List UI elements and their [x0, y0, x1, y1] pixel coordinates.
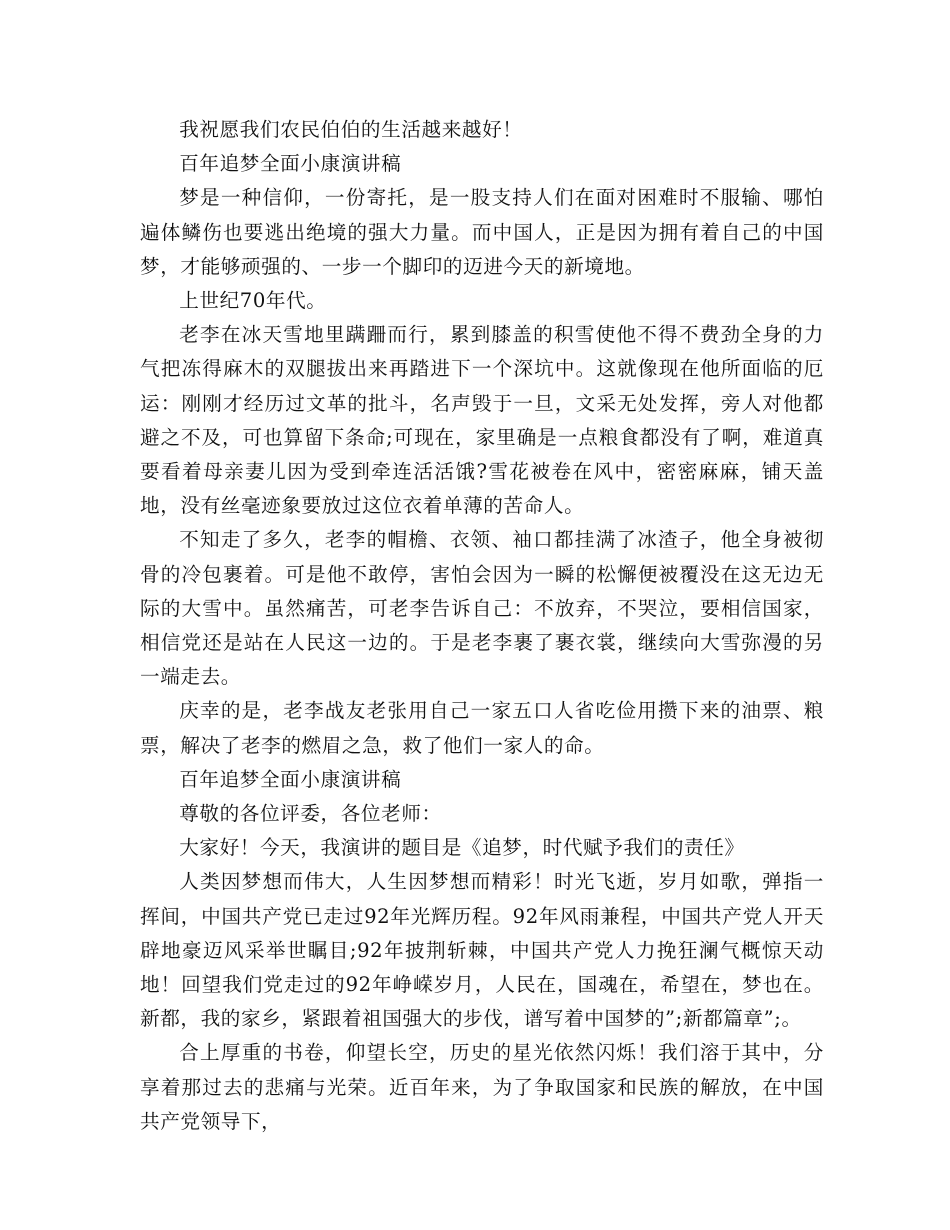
salutation: 尊敬的各位评委，各位老师： [179, 802, 442, 826]
paragraph: 大家好！今天，我演讲的题目是《追梦，时代赋予我们的责任》 [179, 836, 745, 860]
section-title: 百年追梦全面小康演讲稿 [179, 152, 402, 176]
paragraph: 人类因梦想而伟大，人生因梦想而精彩！时光飞逝，岁月如歌，弹指一挥间，中国共产党已走过92年光辉历程。92年风雨兼程，中国共产党人开天辟地豪迈风采举世瞩目;92年披荆斩棘，中国共产党人力挽狂澜气概惊天动地！回望我们党走过的92年峥嵘岁月，人民在，国魂在，希望在，梦也在。新都，我的家乡，紧跟着祖国强大的步伐，谱写着中国梦的”;新都篇章”;。 [140, 870, 824, 1031]
paragraph: 庆幸的是，老李战友老张用自己一家五口人省吃俭用攒下来的油票、粮票，解决了老李的燃眉之急，救了他们一家人的命。 [140, 699, 824, 757]
paragraph: 我祝愿我们农民伯伯的生活越来越好！ [179, 118, 523, 141]
paragraph: 合上厚重的书卷，仰望长空，历史的星光依然闪烁！我们溶于其中，分享着那过去的悲痛与光荣。近百年来，为了争取国家和民族的解放，在中国共产党领导下， [140, 1041, 824, 1133]
paragraph: 上世纪70年代。 [179, 289, 327, 313]
section-title: 百年追梦全面小康演讲稿 [179, 767, 402, 791]
document-body [140, 113, 824, 1139]
paragraph: 老李在冰天雪地里蹒跚而行，累到膝盖的积雪使他不得不费劲全身的力气把冻得麻木的双腿拔出来再踏进下一个深坑中。这就像现在他所面临的厄运：刚刚才经历过文革的批斗，名声毁于一旦，文采无处发挥，旁人对他都避之不及，可也算留下条命;可现在，家里确是一点粮食都没有了啊，难道真要看着母亲妻儿因为受到牵连活活饿?雪花被卷在风中，密密麻麻，铺天盖地，没有丝毫迹象要放过这位衣着单薄的苦命人。 [140, 323, 824, 518]
paragraph: 不知走了多久，老李的帽檐、衣领、袖口都挂满了冰渣子，他全身被彻骨的冷包裹着。可是他不敢停，害怕会因为一瞬的松懈便被覆没在这无边无际的大雪中。虽然痛苦，可老李告诉自己：不放弃，不哭泣，要相信国家，相信党还是站在人民这一边的。于是老李裹了裹衣裳，继续向大雪弥漫的另一端走去。 [140, 528, 824, 689]
paragraph: 梦是一种信仰，一份寄托，是一股支持人们在面对困难时不服输、哪怕遍体鳞伤也要逃出绝境的强大力量。而中国人，正是因为拥有着自己的中国梦，才能够顽强的、一步一个脚印的迈进今天的新境地。 [140, 186, 824, 278]
